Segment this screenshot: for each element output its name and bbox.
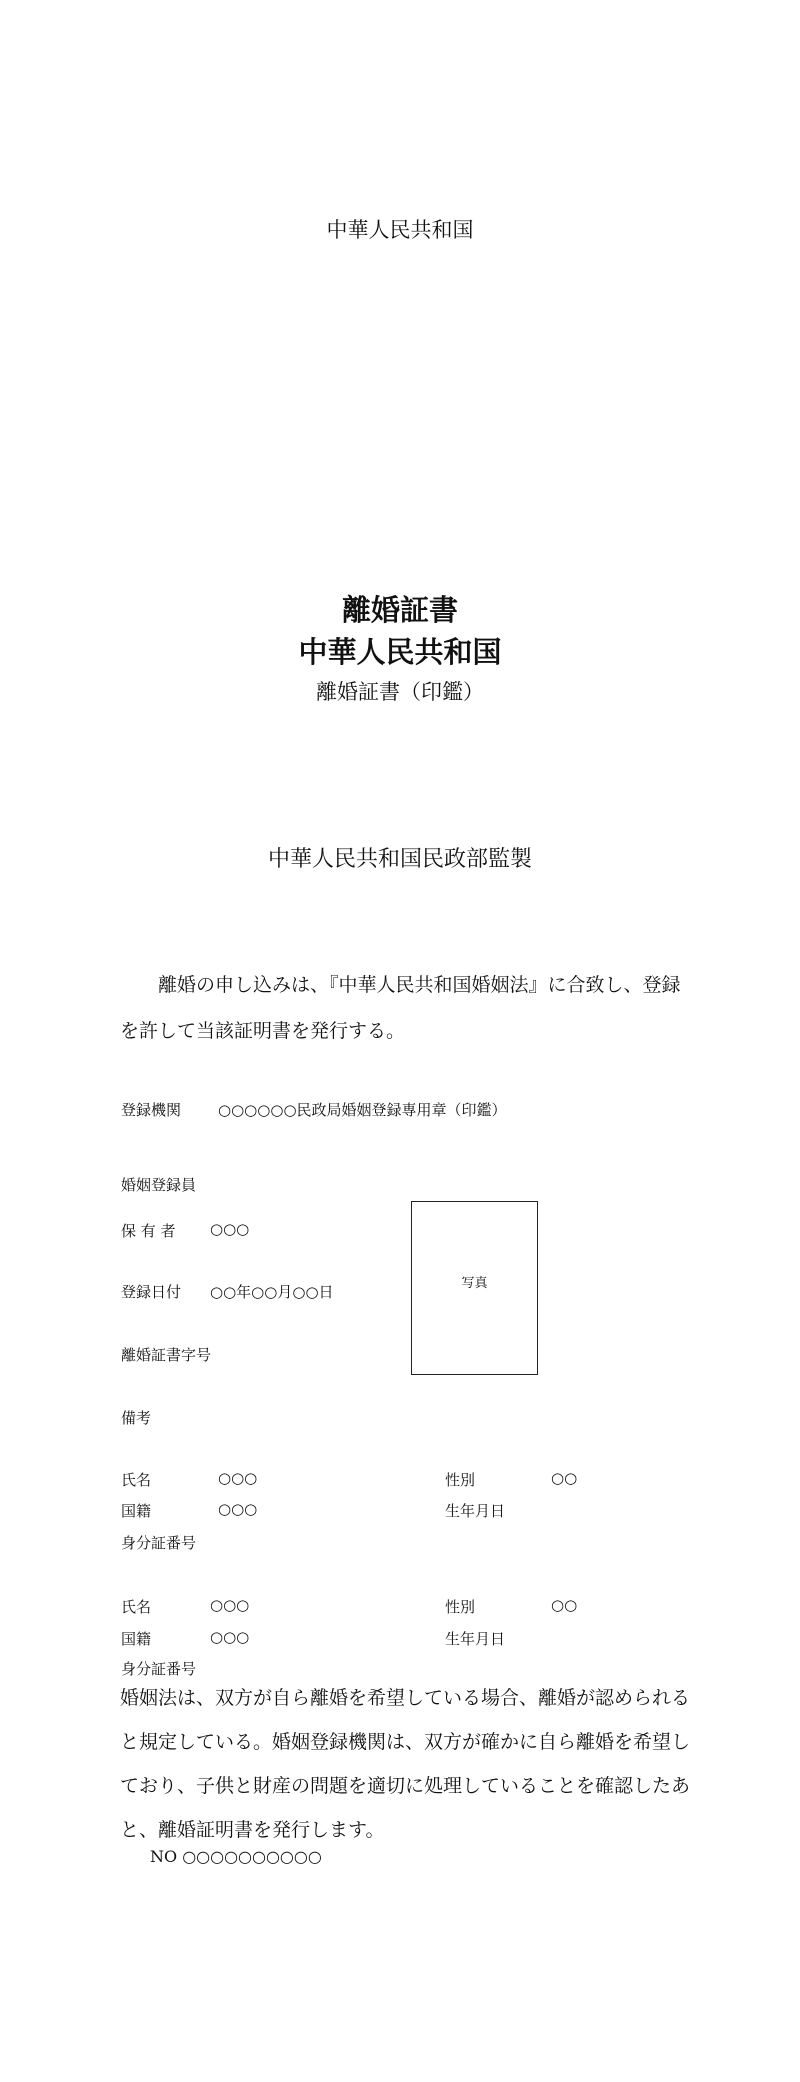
person-2-nationality-label: 国籍 — [121, 1630, 152, 1648]
cover-country-name: 中華人民共和国 — [326, 218, 474, 242]
person-1-name-value: ○○○ — [218, 1469, 258, 1487]
document-title: 離婚証書 — [341, 593, 458, 627]
date-value: ○○年○○月○○日 — [210, 1283, 334, 1301]
photo-label: 写真 — [461, 1276, 488, 1291]
remarks-label: 備考 — [121, 1409, 152, 1427]
person-1-nationality-value: ○○○ — [218, 1500, 258, 1518]
person-2-birthdate-label: 生年月日 — [445, 1630, 506, 1648]
photo-frame — [411, 1201, 538, 1375]
supervised-by: 中華人民共和国民政部監製 — [267, 847, 532, 872]
cert-number-label: 離婚証書字号 — [121, 1346, 212, 1364]
person-1-gender-label: 性別 — [445, 1471, 476, 1489]
person-1-nationality-label: 国籍 — [121, 1502, 152, 1520]
registrar-label: 婚姻登録員 — [121, 1176, 197, 1194]
document-title-country: 中華人民共和国 — [298, 635, 502, 669]
certificate-number: NO ○○○○○○○○○○ — [150, 1847, 322, 1866]
holder-value: ○○○ — [210, 1220, 250, 1238]
intro-paragraph: 離婚の申し込みは、『中華人民共和国婚姻法』に合致し、登録を許して当該証明書を発行する。 — [120, 974, 681, 1042]
person-2-id-label: 身分証番号 — [121, 1660, 197, 1678]
person-1-name-label: 氏名 — [121, 1471, 152, 1489]
person-1-gender-value: ○○ — [551, 1469, 578, 1487]
person-2-nationality-value: ○○○ — [210, 1628, 250, 1646]
person-2-gender-value: ○○ — [551, 1596, 578, 1614]
agency-label: 登録機関 — [121, 1101, 182, 1119]
date-label: 登録日付 — [121, 1283, 182, 1301]
person-2-gender-label: 性別 — [445, 1598, 476, 1616]
person-1-id-label: 身分証番号 — [121, 1534, 197, 1552]
agency-value: ○○○○○○民政局婚姻登録専用章（印鑑） — [218, 1101, 507, 1119]
person-2-name-value: ○○○ — [210, 1596, 250, 1614]
closing-paragraph: 婚姻法は、双方が自ら離婚を希望している場合、離婚が認められると規定している。婚姻登録機関は、双方が確かに自ら離婚を希望しており、子供と財産の問題を適切に処理していることを確認したあと、離婚証明書を発行します。 — [120, 1687, 691, 1841]
document-subtitle: 離婚証書（印鑑） — [316, 680, 484, 704]
person-2-name-label: 氏名 — [121, 1598, 152, 1616]
person-1-birthdate-label: 生年月日 — [445, 1502, 506, 1520]
holder-label: 保 有 者 — [121, 1222, 176, 1240]
